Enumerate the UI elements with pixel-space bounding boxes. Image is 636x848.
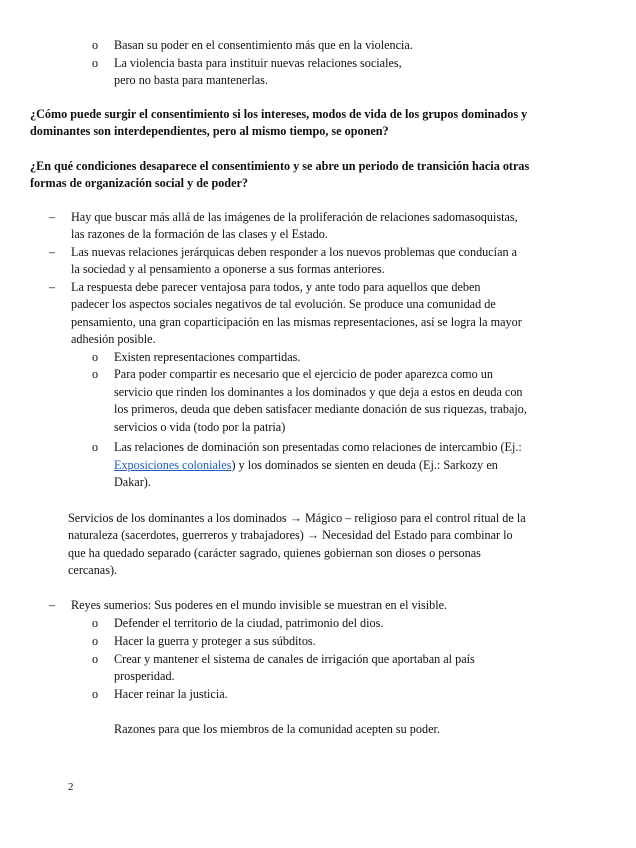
bullet-marker: o: [92, 350, 99, 364]
paragraph-line-2: naturaleza (sacerdotes, guerreros y trabajadores) → Necesidad del Estado para combinar lo: [68, 528, 513, 542]
sumer-item-4: Hacer reinar la justicia.: [114, 687, 228, 701]
sub-bullet-3-line-2-rest: ) y los dominados se sienten en deuda (Ej.: Sarkozy en: [231, 458, 498, 472]
question-2-line-1: ¿En qué condiciones desaparece el consentimiento y se abre un periodo de transición hacia otras: [30, 159, 530, 173]
bullet-marker: o: [92, 56, 99, 70]
paragraph-line-4: cercanas).: [68, 563, 118, 577]
question-1-line-1: ¿Cómo puede surgir el consentimiento si los intereses, modos de vida de los grupos dominados y: [30, 107, 528, 121]
dash-1-line-2: las razones de la formación de las clases y el Estado.: [71, 227, 328, 241]
top-bullet-2-line-1: La violencia basta para instituir nuevas relaciones sociales,: [114, 56, 402, 70]
sumer-item-3-line-1: Crear y mantener el sistema de canales de irrigación que aportaban al país: [114, 652, 475, 666]
bullet-marker: o: [92, 38, 99, 52]
dash-3-line-1: La respuesta debe parecer ventajosa para todos, y ante todo para aquellos que deben: [71, 280, 481, 294]
sumer-item-2: Hacer la guerra y proteger a sus súbditos.: [114, 634, 316, 648]
dash-1-line-1: Hay que buscar más allá de las imágenes de la proliferación de relaciones sadomasoquistas,: [71, 210, 518, 224]
sub-bullet-2-line-4: servicios o vida (todo por la patria): [114, 420, 286, 434]
page-number: 2: [68, 781, 74, 793]
paragraph-line-1: Servicios de los dominantes a los dominados → Mágico – religioso para el control ritual de la: [68, 511, 526, 525]
question-2-line-2: formas de organización social y de poder?: [30, 176, 249, 190]
paragraph-line-3: que ha quedado separado (carácter sagrado, quienes gobiernan son dioses o personas: [68, 546, 481, 560]
bullet-marker: o: [92, 440, 99, 454]
top-bullet-2-line-2: pero no basta para mantenerlas.: [114, 73, 268, 87]
top-bullet-1: Basan su poder en el consentimiento más que en la violencia.: [114, 38, 413, 52]
bullet-marker: o: [92, 687, 99, 701]
exposiciones-coloniales-link[interactable]: Exposiciones coloniales: [114, 458, 232, 472]
dash-3-line-3: pensamiento, una gran coparticipación en las mismas representaciones, así se logra la mayor: [71, 315, 522, 329]
dash-3-line-4: adhesión posible.: [71, 332, 156, 346]
sub-bullet-2-line-1: Para poder compartir es necesario que el ejercicio de poder aparezca como un: [114, 367, 493, 381]
dash-marker: –: [49, 598, 56, 612]
bullet-marker: o: [92, 367, 99, 381]
dash-marker: –: [49, 245, 56, 259]
question-1-line-2: dominantes son interdependientes, pero al mismo tiempo, se oponen?: [30, 124, 389, 138]
sub-bullet-3-line-2: [114, 457, 498, 474]
bullet-marker: o: [92, 616, 99, 630]
dash-marker: –: [49, 210, 56, 224]
dash-2-line-2: la sociedad y al pensamiento a oponerse a sus formas anteriores.: [71, 262, 385, 276]
bullet-marker: o: [92, 652, 99, 666]
sub-bullet-2-line-3: los primeros, deuda que deben satisfacer mediante donación de sus riquezas, trabajo,: [114, 402, 527, 416]
sub-bullet-1: Existen representaciones compartidas.: [114, 350, 301, 364]
dash-marker: –: [49, 280, 56, 294]
sumer-item-1: Defender el territorio de la ciudad, patrimonio del dios.: [114, 616, 384, 630]
sub-bullet-2-line-2: servicio que rinden los dominantes a los dominados y que deja a estos en deuda con: [114, 385, 523, 399]
bullet-marker: o: [92, 634, 99, 648]
dash-3-line-2: padecer los aspectos sociales negativos de tal evolución. Se produce una comunidad de: [71, 297, 496, 311]
sub-bullet-3-line-3: Dakar).: [114, 475, 151, 489]
dash-2-line-1: Las nuevas relaciones jerárquicas deben responder a los nuevos problemas que conducían a: [71, 245, 518, 259]
sumer-item-3-line-2: prosperidad.: [114, 669, 175, 683]
dash-4: Reyes sumerios: Sus poderes en el mundo invisible se muestran en el visible.: [71, 598, 448, 612]
closing-line: Razones para que los miembros de la comunidad acepten su poder.: [114, 722, 440, 736]
sub-bullet-3-line-1: Las relaciones de dominación son presentadas como relaciones de intercambio (Ej.:: [114, 440, 522, 454]
